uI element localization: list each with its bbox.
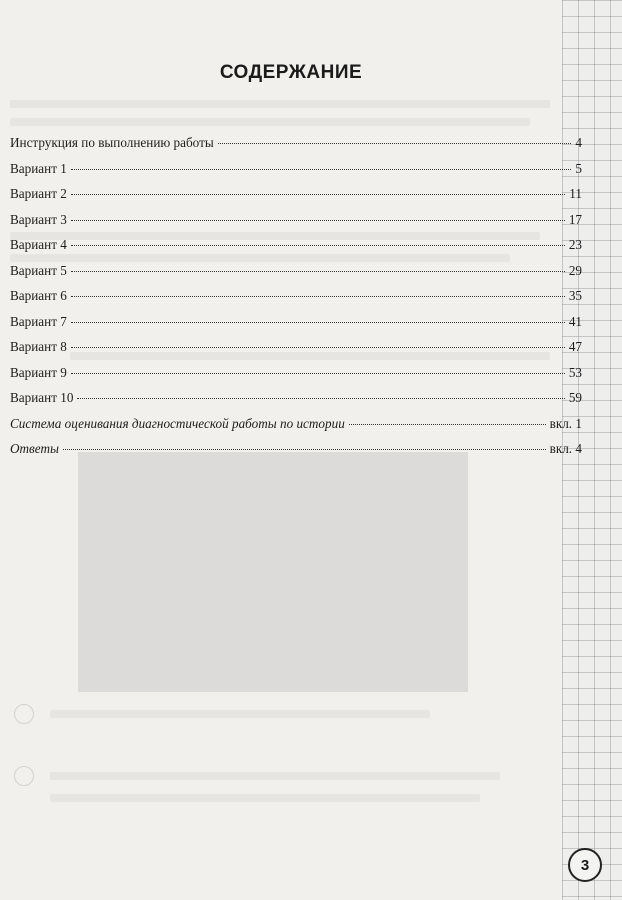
toc-entry-label: Вариант 5 [10, 262, 67, 278]
toc-entry-label: Вариант 8 [10, 339, 67, 354]
bleed-through-line [50, 794, 480, 802]
toc-entry-label: Вариант 10 [10, 390, 74, 405]
toc-entry-label: Вариант 3 [10, 211, 67, 227]
toc-entry[interactable] [10, 237, 582, 263]
toc-entry[interactable] [10, 416, 582, 442]
toc-entry-page: 47 [568, 339, 582, 354]
toc-leader-dots [218, 143, 572, 144]
bleed-through-line [50, 710, 430, 718]
toc-entry-label: Система оценивания диагностической работы по истории [10, 415, 345, 431]
toc-entry-label: Вариант 4 [10, 237, 67, 252]
toc-entry-label: Вариант 1 [10, 160, 67, 176]
toc-entry-label: Вариант 7 [10, 313, 67, 329]
toc-leader-dots [71, 296, 565, 297]
bleed-through-marker [14, 766, 34, 786]
toc-entry[interactable] [10, 390, 582, 416]
toc-entry-label: Ответы [10, 441, 59, 456]
toc-entry[interactable] [10, 365, 582, 391]
bleed-through-photo [78, 452, 468, 692]
toc-leader-dots [71, 347, 565, 348]
toc-entry[interactable] [10, 135, 582, 161]
toc-entry-page: 59 [568, 390, 582, 405]
toc-entry[interactable] [10, 441, 582, 467]
toc-entry-page: 41 [568, 313, 582, 329]
toc-entry-page: 4 [575, 135, 582, 150]
toc-entry-label: Инструкция по выполнению работы [10, 135, 214, 150]
table-of-contents [10, 135, 582, 467]
toc-leader-dots [71, 169, 572, 170]
toc-entry[interactable] [10, 339, 582, 365]
toc-leader-dots [71, 194, 565, 195]
toc-leader-dots [63, 449, 546, 450]
toc-entry-page: 23 [568, 237, 582, 252]
bleed-through-line [50, 772, 500, 780]
toc-entry[interactable] [10, 212, 582, 238]
toc-entry-label: Вариант 9 [10, 364, 67, 380]
toc-entry[interactable] [10, 263, 582, 289]
toc-entry-page: 29 [568, 262, 582, 278]
toc-leader-dots [71, 220, 565, 221]
toc-leader-dots [71, 271, 565, 272]
toc-entry[interactable] [10, 288, 582, 314]
toc-entry-page: 17 [568, 211, 582, 227]
toc-leader-dots [71, 322, 565, 323]
toc-leader-dots [71, 245, 565, 246]
toc-entry-page: 35 [568, 288, 582, 303]
toc-entry-label: Вариант 6 [10, 288, 67, 303]
toc-entry[interactable] [10, 314, 582, 340]
toc-entry[interactable] [10, 186, 582, 212]
bleed-through-marker [14, 704, 34, 724]
toc-leader-dots [349, 424, 546, 425]
toc-entry-page: 53 [568, 364, 582, 380]
toc-entry[interactable] [10, 161, 582, 187]
toc-entry-page: вкл. 4 [549, 441, 582, 456]
page-title: СОДЕРЖАНИЕ [219, 62, 363, 83]
toc-leader-dots [71, 373, 565, 374]
bleed-through-line [10, 100, 550, 108]
toc-leader-dots [77, 398, 564, 399]
toc-entry-page: 11 [569, 186, 582, 201]
page-number-badge: 3 [568, 848, 602, 882]
toc-entry-page: вкл. 1 [549, 415, 582, 431]
bleed-through-line [10, 118, 530, 126]
toc-entry-page: 5 [575, 160, 582, 176]
toc-entry-label: Вариант 2 [10, 186, 67, 201]
